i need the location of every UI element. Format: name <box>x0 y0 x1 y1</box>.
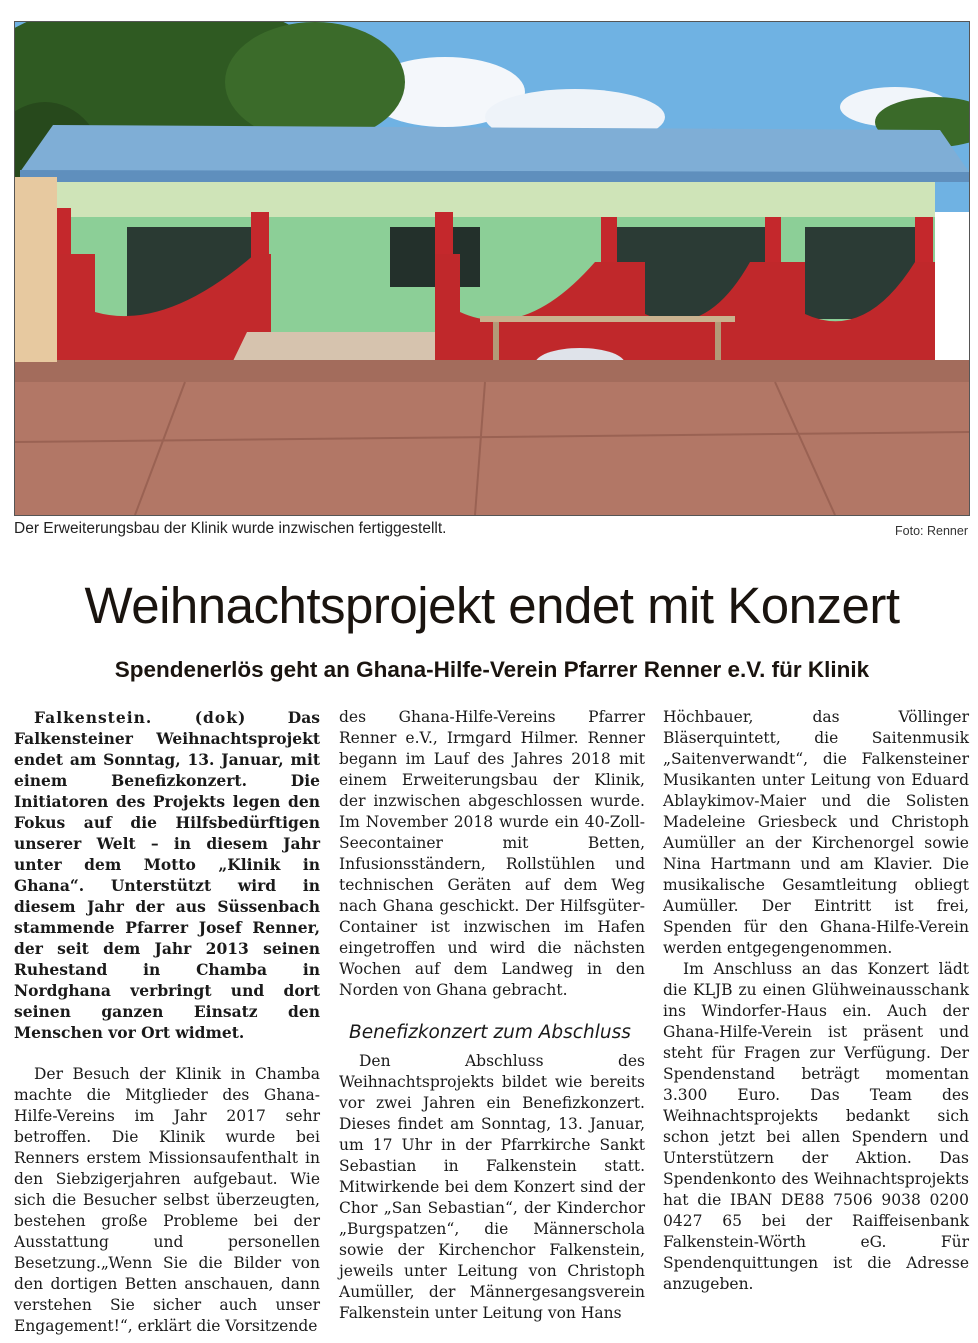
lead-text: Das Falkensteiner Weihnachtsprojekt endet am Sonntag, 13. Januar, mit einem Benefizkonzert. Die Initiatoren des Projekts legen den Fokus auf die Hilfsbedürftigen unserer Welt – in diesem Jahr unter dem Motto „Klinik in Ghana“. Unterstützt wird in diesem Jahr der aus Süssenbach stammende Pfarrer Josef Renner, der seit dem Jahr 2013 seinen Ruhestand in Chamba in Nordghana verbringt und dort seinen ganzen Einsatz den Menschen vor Ort widmet. <box>14 708 320 1042</box>
photo-credit: Foto: Renner <box>895 524 968 538</box>
intertitle: Benefizkonzert zum Abschluss <box>349 1022 631 1043</box>
body-paragraph-2-continued: Höchbauer, das Völlinger Bläserquintett, die Saitenmusik „Saitenverwandt“, die Falkensteiner Musikanten unter Leitung von Eduard Ablaykimov-Maier und die Solisten Madeleine Griesbeck und Christoph Aumüller an der Kirchenorgel sowie Nina Hartmann und am Klavier. Die musikalische Gesamtleitung obliegt Aumüller. Der Eintritt ist frei, Spenden für den Ghana-Hilfe-Verein werden entgegengenommen. <box>663 708 969 957</box>
lead-paragraph <box>14 707 320 1043</box>
dateline: Falkenstein. (dok) <box>34 708 247 727</box>
article-column-3 <box>663 707 969 1295</box>
article-column-1 <box>14 707 320 1337</box>
photo-caption: Der Erweiterungsbau der Klinik wurde inzwischen fertiggestellt. <box>14 520 447 537</box>
body-paragraph-3: Im Anschluss an das Konzert lädt die KLJB zu einen Glühweinausschank ins Windorfer-Haus ein. Auch der Ghana-Hilfe-Verein ist präsent und steht für Fragen zur Verfügung. Der Spendenstand beträgt momentan 3.300 Euro. Das Team des Weihnachtsprojekts bedankt sich schon jetzt bei allen Spendern und Unterstützern der Aktion. Das Spendenkonto des Weihnachtsprojekts hat die IBAN DE88 7506 9038 0200 0427 65 bei der Raiffeisenbank Falkenstein-Wörth eG. Für Spendenquittungen ist die Adresse anzugeben. <box>663 960 969 1293</box>
clinic-building-image <box>15 22 969 515</box>
headline: Weihnachtsprojekt endet mit Konzert <box>84 577 900 634</box>
body-paragraph-1: Der Besuch der Klinik in Chamba machte die Mitglieder des Ghana-Hilfe-Vereins im Jahr 2017 sehr betroffen. Die Klinik wurde bei Renners erstem Missionsaufenthalt in den Siebzigerjahren aufgebaut. Wie sich die Besucher selbst überzeugten, bestehen große Probleme bei der Ausstattung und personellen Besetzung.„Wenn Sie die Bilder von den dortigen Betten anschauen, dann verstehen Sie sicher auch unser Engagement!“, erklärt die Vorsitzende <box>14 1065 320 1335</box>
clinic-photo <box>14 21 970 516</box>
body-paragraph-1-continued: des Ghana-Hilfe-Vereins Pfarrer Renner e.V., Irmgard Hilmer. Renner begann im Lauf des Jahres 2018 mit einem Erweiterungsbau der Klinik, der inzwischen abgeschlossen wurde. Im November 2018 wurde ein 40-Zoll-Seecontainer mit Betten, Infusionsständern, Rollstühlen und technischen Geräten auf dem Weg nach Ghana geschickt. Der Hilfsgüter-Container ist inzwischen im Hafen eingetroffen und wird die nächsten Wochen auf dem Landweg in den Norden von Ghana gebracht. <box>339 708 645 999</box>
body-paragraph-2: Den Abschluss des Weihnachtsprojekts bildet wie bereits vor zwei Jahren ein Benefizkonzert. Dieses findet am Sonntag, 13. Januar, um 17 Uhr in der Pfarrkirche Sankt Sebastian in Falkenstein statt. Mitwirkende bei dem Konzert sind der Chor „San Sebastian“, der Kinderchor „Burgspatzen“, die Männerschola sowie der Kirchenchor Falkenstein, jeweils unter Leitung von Christoph Aumüller, der Männergesangsverein Falkenstein unter Leitung von Hans <box>339 1052 645 1322</box>
subheadline: Spendenerlös geht an Ghana-Hilfe-Verein Pfarrer Renner e.V. für Klinik <box>114 657 870 682</box>
article-column-2 <box>339 707 645 1324</box>
